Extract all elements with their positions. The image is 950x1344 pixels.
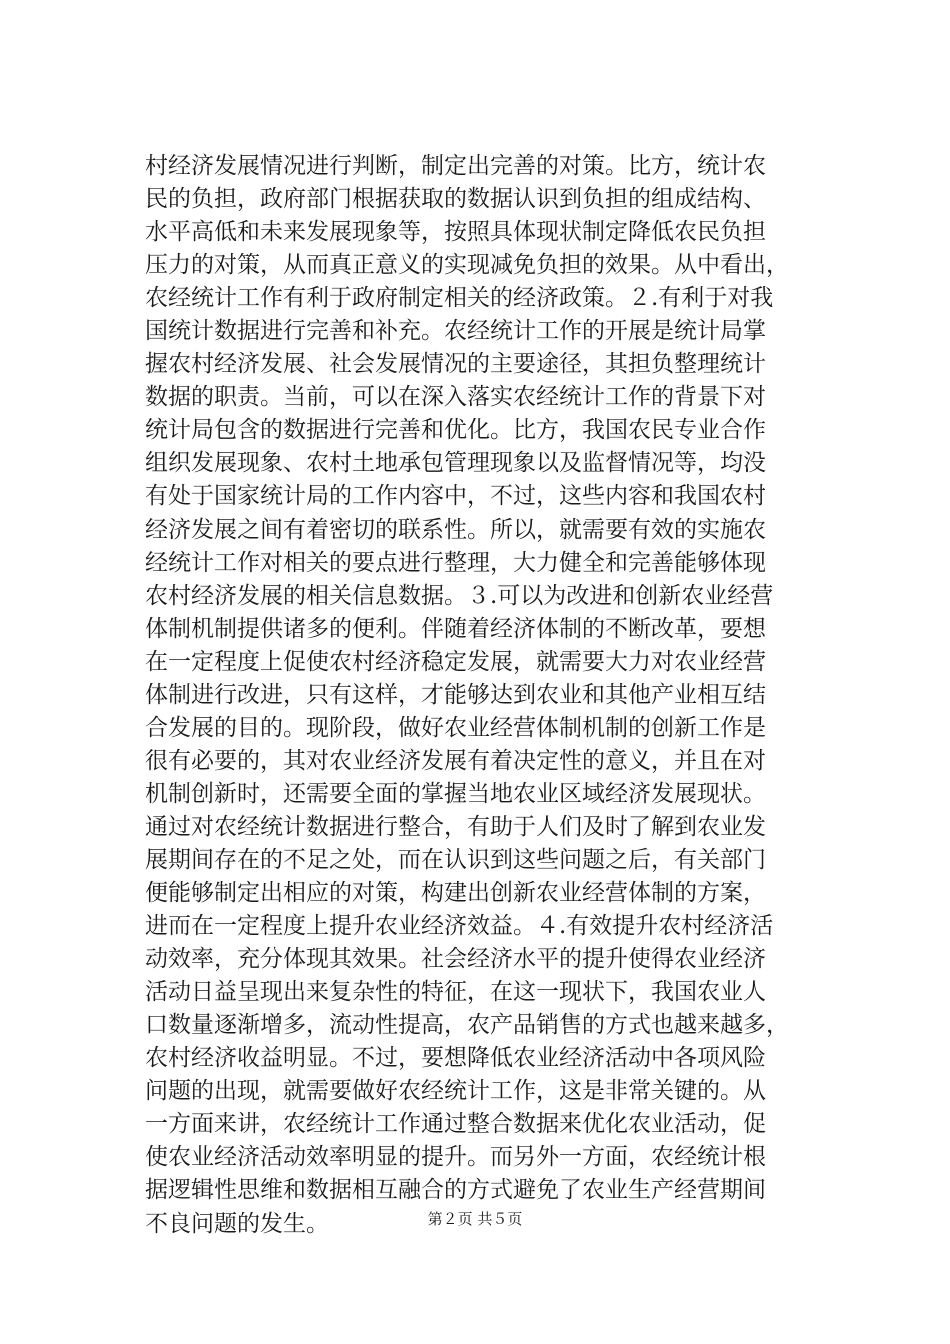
text-line: 在一定程度上促使农村经济稳定发展，就需要大力对农业经营 (145, 648, 766, 675)
text-line: 活动日益呈现出来复杂性的特征，在这一现状下，我国农业人 (145, 979, 766, 1006)
text-line: 体制进行改进，只有这样，才能够达到农业和其他产业相互结 (145, 681, 766, 708)
text-line: 农经统计工作有利于政府制定相关的经济政策。２.有利于对我 (145, 285, 774, 312)
text-line: 展期间存在的不足之处，而在认识到这些问题之后，有关部门 (145, 846, 766, 873)
page-footer: 第２页 共５页 (427, 1210, 523, 1228)
text-line: 农村经济收益明显。不过，要想降低农业经济活动中各项风险 (145, 1045, 766, 1072)
text-line: 进而在一定程度上提升农业经济效益。４.有效提升农村经济活 (145, 913, 774, 940)
text-line: 机制创新时，还需要全面的掌握当地农业区域经济发展现状。 (145, 780, 766, 807)
text-line: 经统计工作对相关的要点进行整理，大力健全和完善能够体现 (145, 549, 766, 576)
body-text (145, 150, 815, 1241)
text-line: 口数量逐渐增多，流动性提高，农产品销售的方式也越来越多， (145, 1012, 789, 1039)
text-line: 压力的对策，从而真正意义的实现减免负担的效果。从中看出， (145, 252, 789, 279)
text-line: 组织发展现象、农村土地承包管理现象以及监督情况等，均没 (145, 450, 766, 477)
text-line: 农村经济发展的相关信息数据。３.可以为改进和创新农业经营 (145, 582, 774, 609)
text-line: 一方面来讲，农经统计工作通过整合数据来优化农业活动，促 (145, 1111, 766, 1138)
text-line: 国统计数据进行完善和补充。农经统计工作的开展是统计局掌 (145, 318, 766, 345)
text-line: 使农业经济活动效率明显的提升。而另外一方面，农经统计根 (145, 1144, 766, 1171)
text-line: 合发展的目的。现阶段，做好农业经营体制机制的创新工作是 (145, 714, 766, 741)
text-line: 便能够制定出相应的对策，构建出创新农业经营体制的方案， (145, 880, 766, 907)
text-line: 握农村经济发展、社会发展情况的主要途径，其担负整理统计 (145, 351, 766, 378)
text-line: 水平高低和未来发展现象等，按照具体现状制定降低农民负担 (145, 219, 766, 246)
text-line: 问题的出现，就需要做好农经统计工作，这是非常关键的。从 (145, 1078, 766, 1105)
text-line: 数据的职责。当前，可以在深入落实农经统计工作的背景下对 (145, 384, 766, 411)
text-line: 体制机制提供诸多的便利。伴随着经济体制的不断改革，要想 (145, 615, 766, 642)
text-line: 民的负担，政府部门根据获取的数据认识到负担的组成结构、 (145, 186, 766, 213)
text-line: 经济发展之间有着密切的联系性。所以，就需要有效的实施农 (145, 516, 766, 543)
text-line: 统计局包含的数据进行完善和优化。比方，我国农民专业合作 (145, 417, 766, 444)
text-line: 据逻辑性思维和数据相互融合的方式避免了农业生产经营期间 (145, 1177, 766, 1204)
text-line: 村经济发展情况进行判断，制定出完善的对策。比方，统计农 (145, 153, 766, 179)
text-line: 有处于国家统计局的工作内容中，不过，这些内容和我国农村 (145, 483, 766, 510)
text-line: 很有必要的，其对农业经济发展有着决定性的意义，并且在对 (145, 747, 766, 774)
text-line: 动效率，充分体现其效果。社会经济水平的提升使得农业经济 (145, 946, 766, 973)
text-line: 不良问题的发生。 (145, 1210, 329, 1237)
text-line: 通过对农经统计数据进行整合，有助于人们及时了解到农业发 (145, 813, 766, 840)
